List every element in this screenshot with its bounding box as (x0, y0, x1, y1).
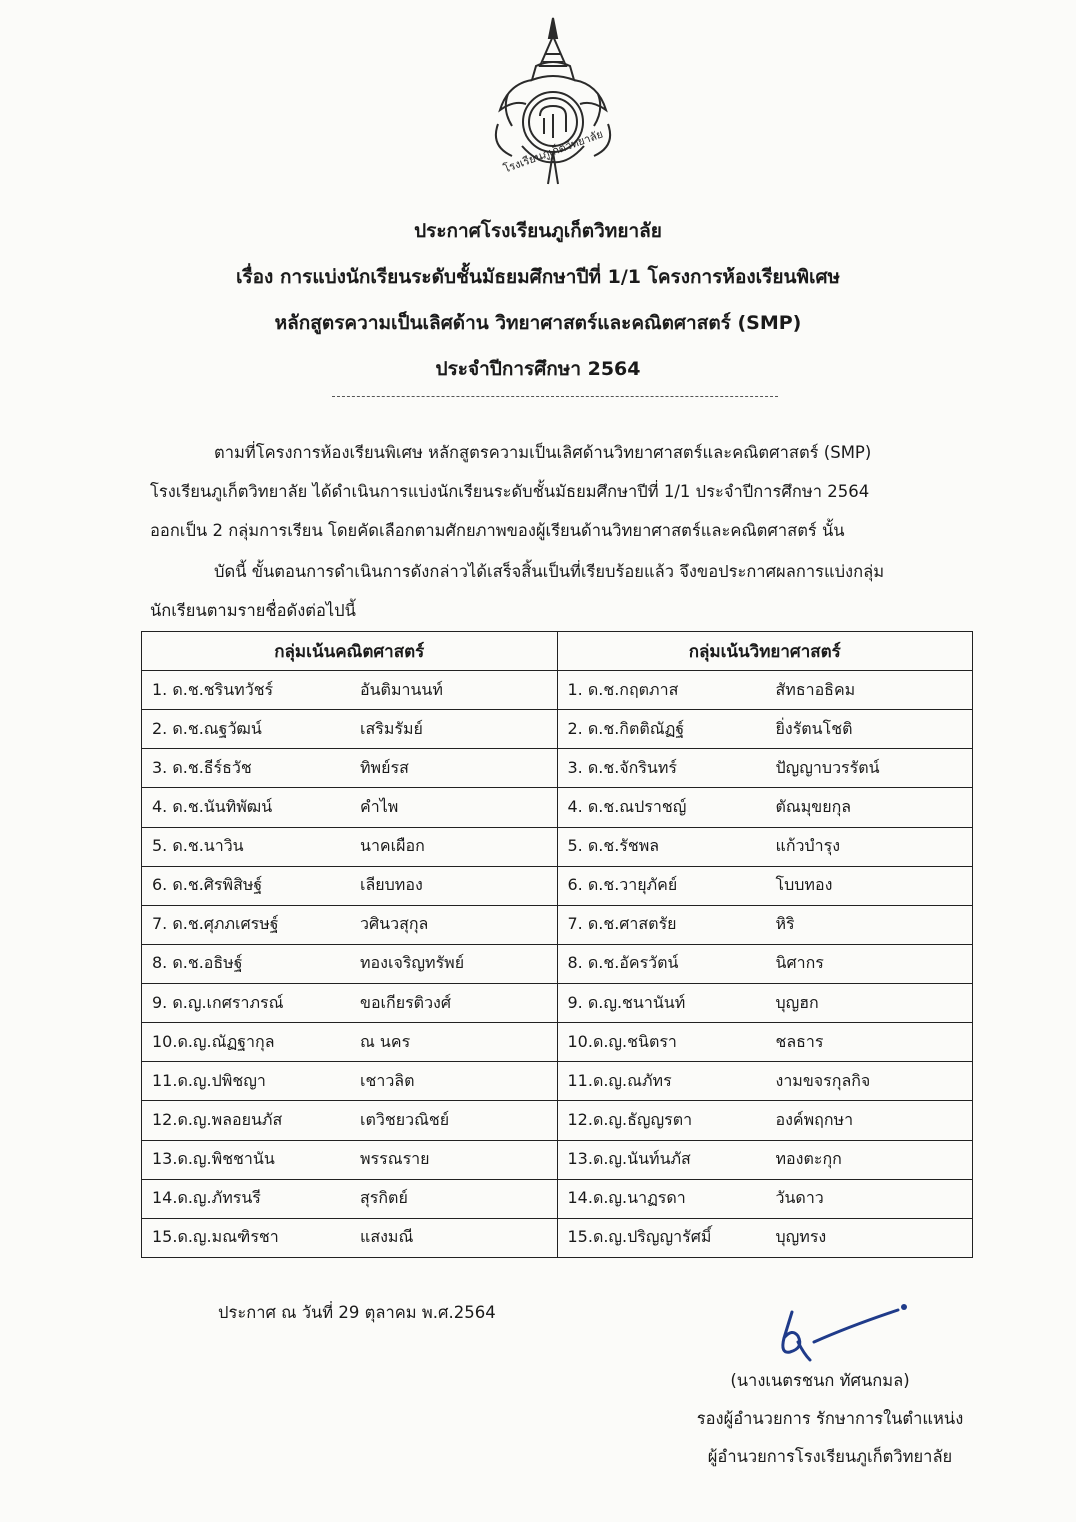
handwritten-signature-icon (770, 1298, 920, 1368)
math-student-cell (142, 866, 558, 905)
math-student-first-name: 8. ด.ช.อธิษฐ์ (152, 953, 243, 973)
science-student-first-name: 10.ด.ญ.ชนิตรา (567, 1031, 677, 1051)
math-student-last-name: วศินวสุกุล (360, 914, 429, 934)
table-row (142, 1101, 973, 1140)
math-student-cell (142, 1062, 558, 1101)
science-student-last-name: หิริ (775, 914, 795, 934)
science-student-first-name: 4. ด.ช.ณปราชญ์ (567, 796, 687, 816)
science-student-cell (557, 749, 973, 788)
header-line-1: ประกาศโรงเรียนภูเก็ตวิทยาลัย (414, 220, 662, 242)
science-student-first-name: 13.ด.ญ.นันท์นภัส (567, 1149, 691, 1169)
science-student-cell (557, 1023, 973, 1062)
math-student-last-name: ทิพย์รส (360, 757, 409, 777)
math-student-last-name: ทองเจริญทรัพย์ (360, 953, 465, 973)
math-student-last-name: แสงมณี (360, 1227, 414, 1247)
math-student-last-name: เลียบทอง (360, 875, 423, 895)
math-student-first-name: 14.ด.ญ.ภัทรนรี (152, 1188, 261, 1208)
science-student-cell (557, 671, 973, 710)
math-student-last-name: นาคเผือก (360, 836, 425, 856)
math-student-last-name: ขอเกียรติวงศ์ (360, 992, 452, 1012)
math-student-cell (142, 905, 558, 944)
math-student-cell (142, 827, 558, 866)
math-student-last-name: พรรณราย (360, 1149, 430, 1169)
science-student-first-name: 8. ด.ช.อัครวัตน์ (567, 953, 679, 973)
paragraph-line: นักเรียนตามรายชื่อดังต่อไปนี้ (150, 601, 356, 620)
math-student-last-name: เตวิชยวณิชย์ (360, 1109, 450, 1129)
announcement-header (0, 208, 1076, 392)
math-student-first-name: 1. ด.ช.ชรินทวัชร์ (152, 679, 274, 699)
science-student-cell (557, 905, 973, 944)
signer-position: ผู้อำนวยการโรงเรียนภูเก็ตวิทยาลัย (707, 1447, 953, 1466)
table-row (142, 749, 973, 788)
table-row (142, 1062, 973, 1101)
math-student-first-name: 5. ด.ช.นาวิน (152, 836, 244, 856)
science-student-last-name: นิศากร (775, 953, 824, 973)
table-row (142, 984, 973, 1023)
science-student-last-name: ยิ่งรัตนโชติ (775, 718, 853, 738)
paragraph-intro (150, 433, 980, 550)
math-student-cell (142, 671, 558, 710)
math-student-cell (142, 1101, 558, 1140)
math-student-cell (142, 1023, 558, 1062)
announcement-date: ประกาศ ณ วันที่ 29 ตุลาคม พ.ศ.2564 (218, 1303, 496, 1322)
table-row (142, 788, 973, 827)
paragraph-line: ตามที่โครงการห้องเรียนพิเศษ หลักสูตรความเป็นเลิศด้านวิทยาศาสตร์และคณิตศาสตร์ (SMP) (214, 443, 872, 462)
math-student-cell (142, 984, 558, 1023)
science-student-last-name: ชลธาร (775, 1031, 824, 1051)
student-roster-table (141, 631, 973, 1258)
math-student-cell (142, 1218, 558, 1257)
table-row (142, 1218, 973, 1257)
signer-name: (นางเนตรชนก ทัศนกมล) (730, 1371, 910, 1390)
science-student-last-name: ตัณมุขยกุล (775, 796, 852, 816)
math-student-last-name: คำไพ (360, 796, 399, 816)
science-student-first-name: 1. ด.ช.กฤตภาส (567, 679, 679, 699)
science-student-first-name: 7. ด.ช.ศาสตรัย (567, 914, 677, 934)
science-student-last-name: ปัญญาบวรรัตน์ (775, 757, 880, 777)
science-student-cell (557, 827, 973, 866)
math-student-first-name: 4. ด.ช.นันทิพัฒน์ (152, 796, 273, 816)
science-student-cell (557, 944, 973, 983)
science-student-cell (557, 1179, 973, 1218)
science-student-last-name: สัทธาอธิคม (775, 679, 856, 699)
science-student-first-name: 14.ด.ญ.นาฏรดา (567, 1188, 686, 1208)
header-line-2: เรื่อง การแบ่งนักเรียนระดับชั้นมัธยมศึกษาปีที่ 1/1 โครงการห้องเรียนพิเศษ (235, 266, 841, 288)
math-student-first-name: 10.ด.ญ.ณัฏฐากุล (152, 1031, 275, 1051)
science-student-cell (557, 788, 973, 827)
header-line-3: หลักสูตรความเป็นเลิศด้าน วิทยาศาสตร์และคณิตศาสตร์ (SMP) (274, 312, 802, 334)
math-student-cell (142, 1179, 558, 1218)
science-student-last-name: งามขจรกุลกิจ (775, 1070, 871, 1090)
science-student-first-name: 3. ด.ช.จักรินทร์ (567, 757, 678, 777)
emblem-caption: โรงเรียนภูเก็ตวิทยาลัย (501, 127, 605, 176)
paragraph-line: ออกเป็น 2 กลุ่มการเรียน โดยคัดเลือกตามศักยภาพของผู้เรียนด้านวิทยาศาสตร์และคณิตศาสตร์ นั้น (150, 521, 845, 540)
math-student-first-name: 12.ด.ญ.พลอยนภัส (152, 1109, 283, 1129)
science-student-first-name: 2. ด.ช.กิตติณัฏฐ์ (567, 718, 685, 738)
table-row (142, 866, 973, 905)
science-student-last-name: บุญฮก (775, 992, 819, 1012)
math-student-cell (142, 788, 558, 827)
science-student-last-name: วันดาว (775, 1188, 824, 1208)
science-student-last-name: โบบทอง (775, 875, 833, 895)
math-student-first-name: 13.ด.ญ.พิชชานัน (152, 1149, 275, 1169)
science-student-cell (557, 1101, 973, 1140)
math-student-cell (142, 710, 558, 749)
science-student-first-name: 11.ด.ญ.ณภัทร (567, 1070, 672, 1090)
science-student-last-name: แก้วบำรุง (775, 836, 841, 856)
math-student-first-name: 2. ด.ช.ณฐวัฒน์ (152, 718, 262, 738)
math-student-first-name: 7. ด.ช.ศุภภเศรษฐ์ (152, 914, 279, 934)
science-student-last-name: บุญทรง (775, 1227, 827, 1247)
math-student-first-name: 6. ด.ช.ศิรพิสิษฐ์ (152, 875, 263, 895)
math-student-first-name: 3. ด.ช.ธีร์ธวัช (152, 757, 252, 777)
science-student-cell (557, 1218, 973, 1257)
table-row (142, 1023, 973, 1062)
science-student-first-name: 5. ด.ช.รัชพล (567, 836, 660, 856)
science-student-cell (557, 866, 973, 905)
math-student-last-name: เสริมรัมย์ (360, 718, 423, 738)
table-row (142, 1179, 973, 1218)
science-student-first-name: 12.ด.ญ.ธัญญรตา (567, 1109, 693, 1129)
science-student-cell (557, 984, 973, 1023)
math-student-cell (142, 1140, 558, 1179)
table-row (142, 905, 973, 944)
paragraph-line: บัดนี้ ขั้นตอนการดำเนินการดังกล่าวได้เสร็จสิ้นเป็นที่เรียบร้อยแล้ว จึงขอประกาศผลการแบ่งกลุ่ม (214, 562, 885, 581)
paragraph-line: โรงเรียนภูเก็ตวิทยาลัย ได้ดำเนินการแบ่งนักเรียนระดับชั้นมัธยมศึกษาปีที่ 1/1 ประจำปีการศึกษา 2564 (150, 482, 870, 501)
science-student-last-name: องค์พฤกษา (775, 1109, 854, 1129)
science-student-first-name: 15.ด.ญ.ปริญญารัศมิ์ (567, 1227, 712, 1247)
math-student-last-name: สุรกิตย์ (360, 1188, 408, 1208)
header-line-4: ประจำปีการศึกษา 2564 (435, 358, 641, 380)
paragraph-result (150, 552, 980, 630)
table-row (142, 944, 973, 983)
table-row (142, 671, 973, 710)
math-student-cell (142, 944, 558, 983)
table-row (142, 1140, 973, 1179)
math-group-header: กลุ่มเน้นคณิตศาสตร์ (142, 632, 558, 671)
math-student-last-name: ณ นคร (360, 1031, 411, 1051)
divider (332, 396, 778, 397)
math-student-cell (142, 749, 558, 788)
math-student-first-name: 9. ด.ญ.เกศราภรณ์ (152, 992, 284, 1012)
table-row (142, 827, 973, 866)
math-student-first-name: 11.ด.ญ.ปพิชญา (152, 1070, 266, 1090)
math-student-first-name: 15.ด.ญ.มณฑิรชา (152, 1227, 279, 1247)
science-student-first-name: 9. ด.ญ.ชนานันท์ (567, 992, 686, 1012)
science-student-cell (557, 1062, 973, 1101)
table-row (142, 710, 973, 749)
science-student-first-name: 6. ด.ช.วายุภัคย์ (567, 875, 678, 895)
science-student-cell (557, 710, 973, 749)
signer-title: รองผู้อำนวยการ รักษาการในตำแหน่ง (696, 1409, 964, 1428)
science-group-header: กลุ่มเน้นวิทยาศาสตร์ (557, 632, 973, 671)
math-student-last-name: อันติมานนท์ (360, 679, 443, 699)
math-student-last-name: เชาวลิต (360, 1070, 415, 1090)
science-student-cell (557, 1140, 973, 1179)
science-student-last-name: ทองตะกุก (775, 1149, 842, 1169)
